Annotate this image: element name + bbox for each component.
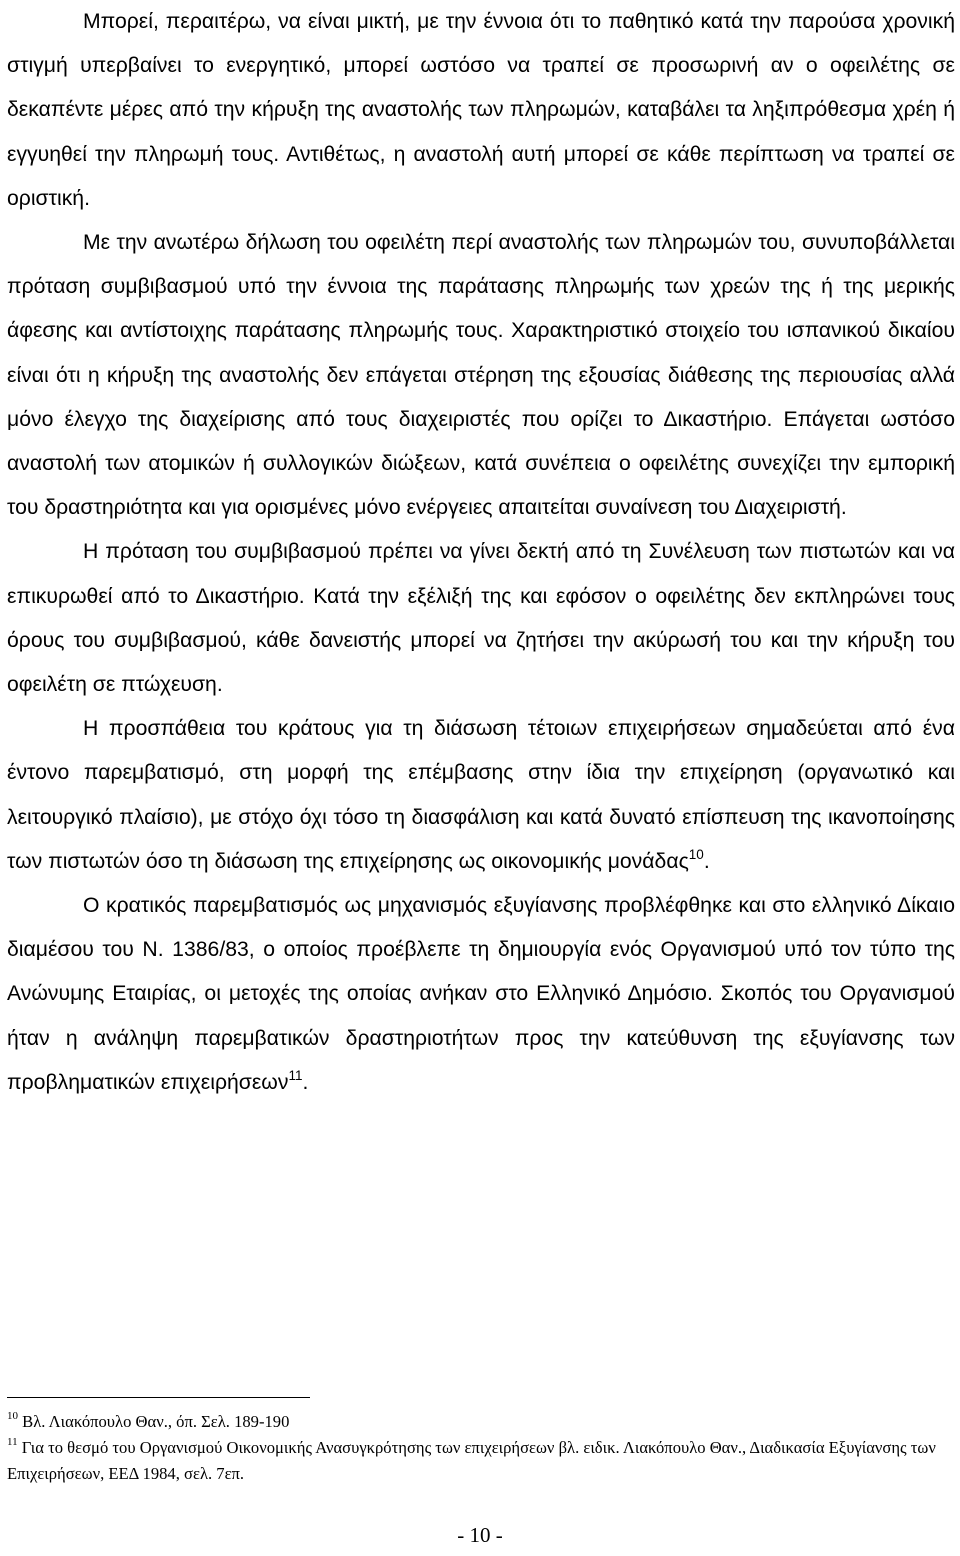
- paragraph-2: [7, 221, 955, 530]
- body-text: [7, 0, 955, 1105]
- footnote-ref-10[interactable]: 10: [688, 846, 704, 862]
- paragraph-4-end: .: [703, 849, 710, 873]
- paragraph-5: [7, 884, 955, 1105]
- footnote-ref-11[interactable]: 11: [288, 1067, 303, 1083]
- paragraph-1: [7, 0, 955, 221]
- paragraph-1-text: Μπορεί, περαιτέρω, να είναι μικτή, με την έννοια ότι το παθητικό κατά την παρούσα χρονική στιγμή υπερβαίνει το ενεργητικό, μπορεί ωστόσο να τραπεί σε προσωρινή αν ο οφειλέτης σε δεκαπέντε μέρες από την κήρυξη της αναστολής των πληρωμών, καταβάλει τα ληξιπρόθεσμα χρέη ή εγγυηθεί την πληρωμή τους. Αντιθέτως, η αναστολή αυτή μπορεί σε κάθε περίπτωση να τραπεί σε οριστική.: [7, 10, 955, 210]
- footnote-separator: [7, 1397, 310, 1398]
- page-number: - 10 -: [457, 1523, 503, 1547]
- paragraph-5-end: .: [302, 1070, 309, 1094]
- footnote-10: [7, 1409, 955, 1435]
- paragraph-5-text: Ο κρατικός παρεμβατισμός ως μηχανισμός εξυγίανσης προβλέφθηκε και στο ελληνικό Δίκαιο διαμέσου του Ν. 1386/83, ο οποίος προέβλεπε τη δημιουργία ενός Οργανισμού υπό τον τύπο της Ανώνυμης Εταιρίας, οι μετοχές της οποίας ανήκαν στο Ελληνικό Δημόσιο. Σκοπός του Οργανισμού ήταν η ανάληψη παρεμβατικών δραστηριοτήτων προς την κατεύθυνση της εξυγίανσης των προβληματικών επιχειρήσεων: [7, 894, 955, 1094]
- paragraph-2-text: Με την ανωτέρω δήλωση του οφειλέτη περί αναστολής των πληρωμών του, συνυποβάλλεται πρόταση συμβιβασμού υπό την έννοια της παράτασης πληρωμής των χρεών της ή της μερικής άφεσης και αντίστοιχης παράτασης πληρωμής τους. Χαρακτηριστικό στοιχείο του ισπανικού δικαίου είναι ότι η κήρυξη της αναστολής δεν επάγεται στέρηση της εξουσίας διάθεσης της περιουσίας αλλά μόνο έλεγχο της διαχείρισης από τους διαχειριστές που ορίζει το Δικαστήριο. Επάγεται ωστόσο αναστολή των ατομικών ή συλλογικών διώξεων, κατά συνέπεια ο οφειλέτης συνεχίζει την εμπορική του δραστηριότητα και για ορισμένες μόνο ενέργειες απαιτείται συναίνεση του Διαχειριστή.: [7, 231, 955, 520]
- paragraph-3-text: Η πρόταση του συμβιβασμού πρέπει να γίνει δεκτή από τη Συνέλευση των πιστωτών και να επικυρωθεί από το Δικαστήριο. Κατά την εξέλιξή της και εφόσον ο οφειλέτης δεν εκπληρώνει τους όρους του συμβιβασμού, κάθε δανειστής μπορεί να ζητήσει την ακύρωσή του και την κήρυξη του οφειλέτη σε πτώχευση.: [7, 540, 955, 697]
- paragraph-4: [7, 707, 955, 884]
- footnotes: [7, 1409, 955, 1487]
- paragraph-4-text: Η προσπάθεια του κράτους για τη διάσωση τέτοιων επιχειρήσεων σημαδεύεται από ένα έντονο παρεμβατισμό, στη μορφή της επέμβασης στην ίδια την επιχείρηση (οργανωτικό και λειτουργικό πλαίσιο), με στόχο όχι τόσο τη διασφάλιση και κατά δυνατό επίσπευση της ικανοποίησης των πιστωτών όσο τη διάσωση της επιχείρησης ως οικονομικής μονάδας: [7, 717, 955, 873]
- footnote-number: 11: [7, 1436, 18, 1448]
- footnote-text: Για το θεσμό του Οργανισμού Οικονομικής Ανασυγκρότησης των επιχειρήσεων βλ. ειδικ. Λιακόπουλο Θαν., Διαδικασία Εξυγίανσης των Επιχειρήσεων, ΕΕΔ 1984, σελ. 7επ.: [7, 1438, 936, 1483]
- footnote-number: 10: [7, 1410, 18, 1422]
- footnote-11: [7, 1435, 955, 1487]
- paragraph-3: [7, 530, 955, 707]
- footnote-text: Βλ. Λιακόπουλο Θαν., όπ. Σελ. 189-190: [22, 1412, 290, 1431]
